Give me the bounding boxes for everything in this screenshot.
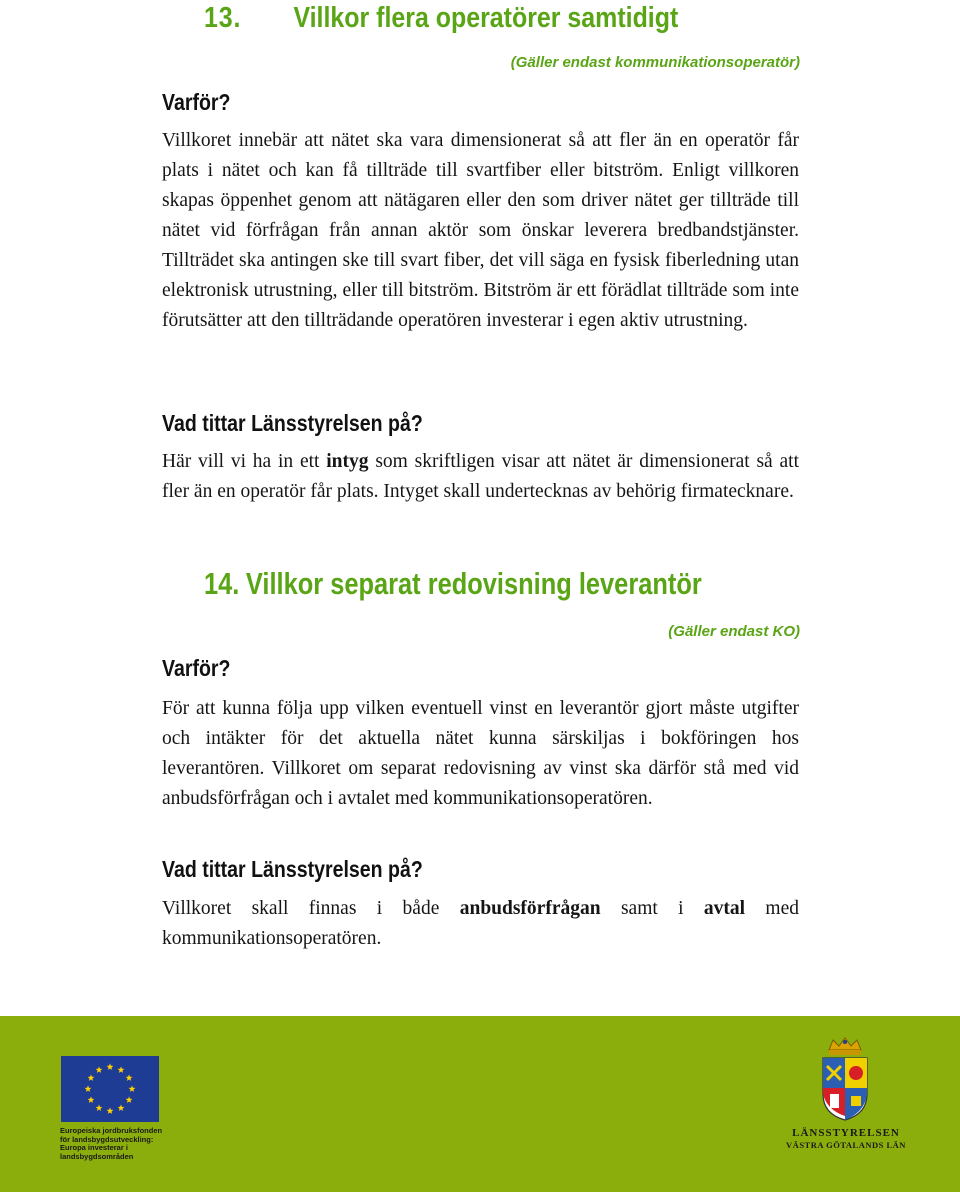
eu-star-icon (96, 1066, 103, 1073)
eu-star-icon (107, 1107, 114, 1114)
section-14-check-bold1: anbudsförfrågan (459, 898, 601, 919)
eu-star-icon (118, 1104, 125, 1111)
section-13-heading (204, 2, 678, 35)
eu-star-icon (107, 1063, 114, 1070)
eu-star-icon (88, 1096, 95, 1103)
eu-star-icon (88, 1074, 95, 1081)
section-13-note: (Gäller endast kommunikationsoperatör) (510, 54, 800, 71)
section-13-why-heading: Varför? (162, 89, 231, 115)
eu-star-icon (126, 1074, 133, 1081)
section-13-why-text: Villkoret innebär att nätet ska vara dimensionerat så att fler än en operatör får plats i nätet och kan få tillträde till svartfiber eller bitström. Enligt villkoren skapas öppenhet genom att nätägaren eller den som driver nätet ger tillträde till nätet vid förfrågan från annan aktör som önskar leverera bredbandstjänster. Tillträdet ska antingen ske till svart fiber, det vill säga en fysisk fiberledning utan elektronisk utrustning, eller till bitström. Bitström är ett förädlat tillträde som inte förutsätter att den tillträdande operatören investerar i egen aktiv utrustning. (162, 130, 799, 331)
section-14-heading (204, 566, 702, 602)
eu-fund-text: Europeiska jordbruksfonden för landsbygdsutveckling: Europa investerar i landsbygdsområden (60, 1126, 163, 1161)
section-14-check-pre: Villkoret skall finnas i både (162, 898, 460, 919)
eu-star-icon (85, 1085, 92, 1092)
section-14-why-heading: Varför? (162, 655, 231, 681)
section-14-title: Villkor separat redovisning leverantör (245, 566, 702, 601)
eu-stars-icon (61, 1056, 159, 1122)
section-13-number: 13. (204, 2, 242, 34)
eu-star-icon (96, 1104, 103, 1111)
section-14-check-post: med kommunikationsoperatören. (162, 898, 800, 949)
lansstyrelsen-region: VÄSTRA GÖTALANDS LÄN (786, 1140, 906, 1150)
eu-flag-icon (61, 1056, 159, 1122)
eu-star-icon (129, 1085, 136, 1092)
lansstyrelsen-logo-text (778, 1127, 914, 1150)
eu-star-icon (118, 1066, 125, 1073)
section-14-number: 14. (204, 566, 240, 601)
section-14-check-bold2: avtal (703, 898, 746, 919)
eu-star-icon (126, 1096, 133, 1103)
section-14-check-heading: Vad tittar Länsstyrelsen på? (162, 856, 423, 882)
lansstyrelsen-name: LÄNSSTYRELSEN (792, 1127, 900, 1139)
section-14-note: (Gäller endast KO) (668, 623, 800, 640)
section-14-check-mid: samt i (600, 898, 704, 919)
section-13-check-heading: Vad tittar Länsstyrelsen på? (162, 410, 423, 436)
section-13-check-pre: Här vill vi ha in ett (162, 451, 327, 472)
section-13-check-bold: intyg (326, 451, 369, 472)
lansstyrelsen-crest-icon (815, 1036, 875, 1124)
section-13-title: Villkor flera operatörer samtidigt (293, 2, 679, 34)
section-13-check-post: som skriftligen visar att nätet är dimensionerat så att fler än en operatör får plats. Intyget skall undertecknas av behörig firmatecknare. (162, 451, 799, 502)
section-14-check-text (162, 894, 799, 954)
section-14-why-text: För att kunna följa upp vilken eventuell vinst en leverantör gjort måste utgifter och intäkter för det aktuella nätet kunna särskiljas i bokföringen hos leverantören. Villkoret om separat redovisning av vinst ska därför stå med vid anbudsförfrågan och i avtalet med kommunikationsoperatören. (162, 698, 799, 809)
section-13-check-text (162, 447, 799, 507)
